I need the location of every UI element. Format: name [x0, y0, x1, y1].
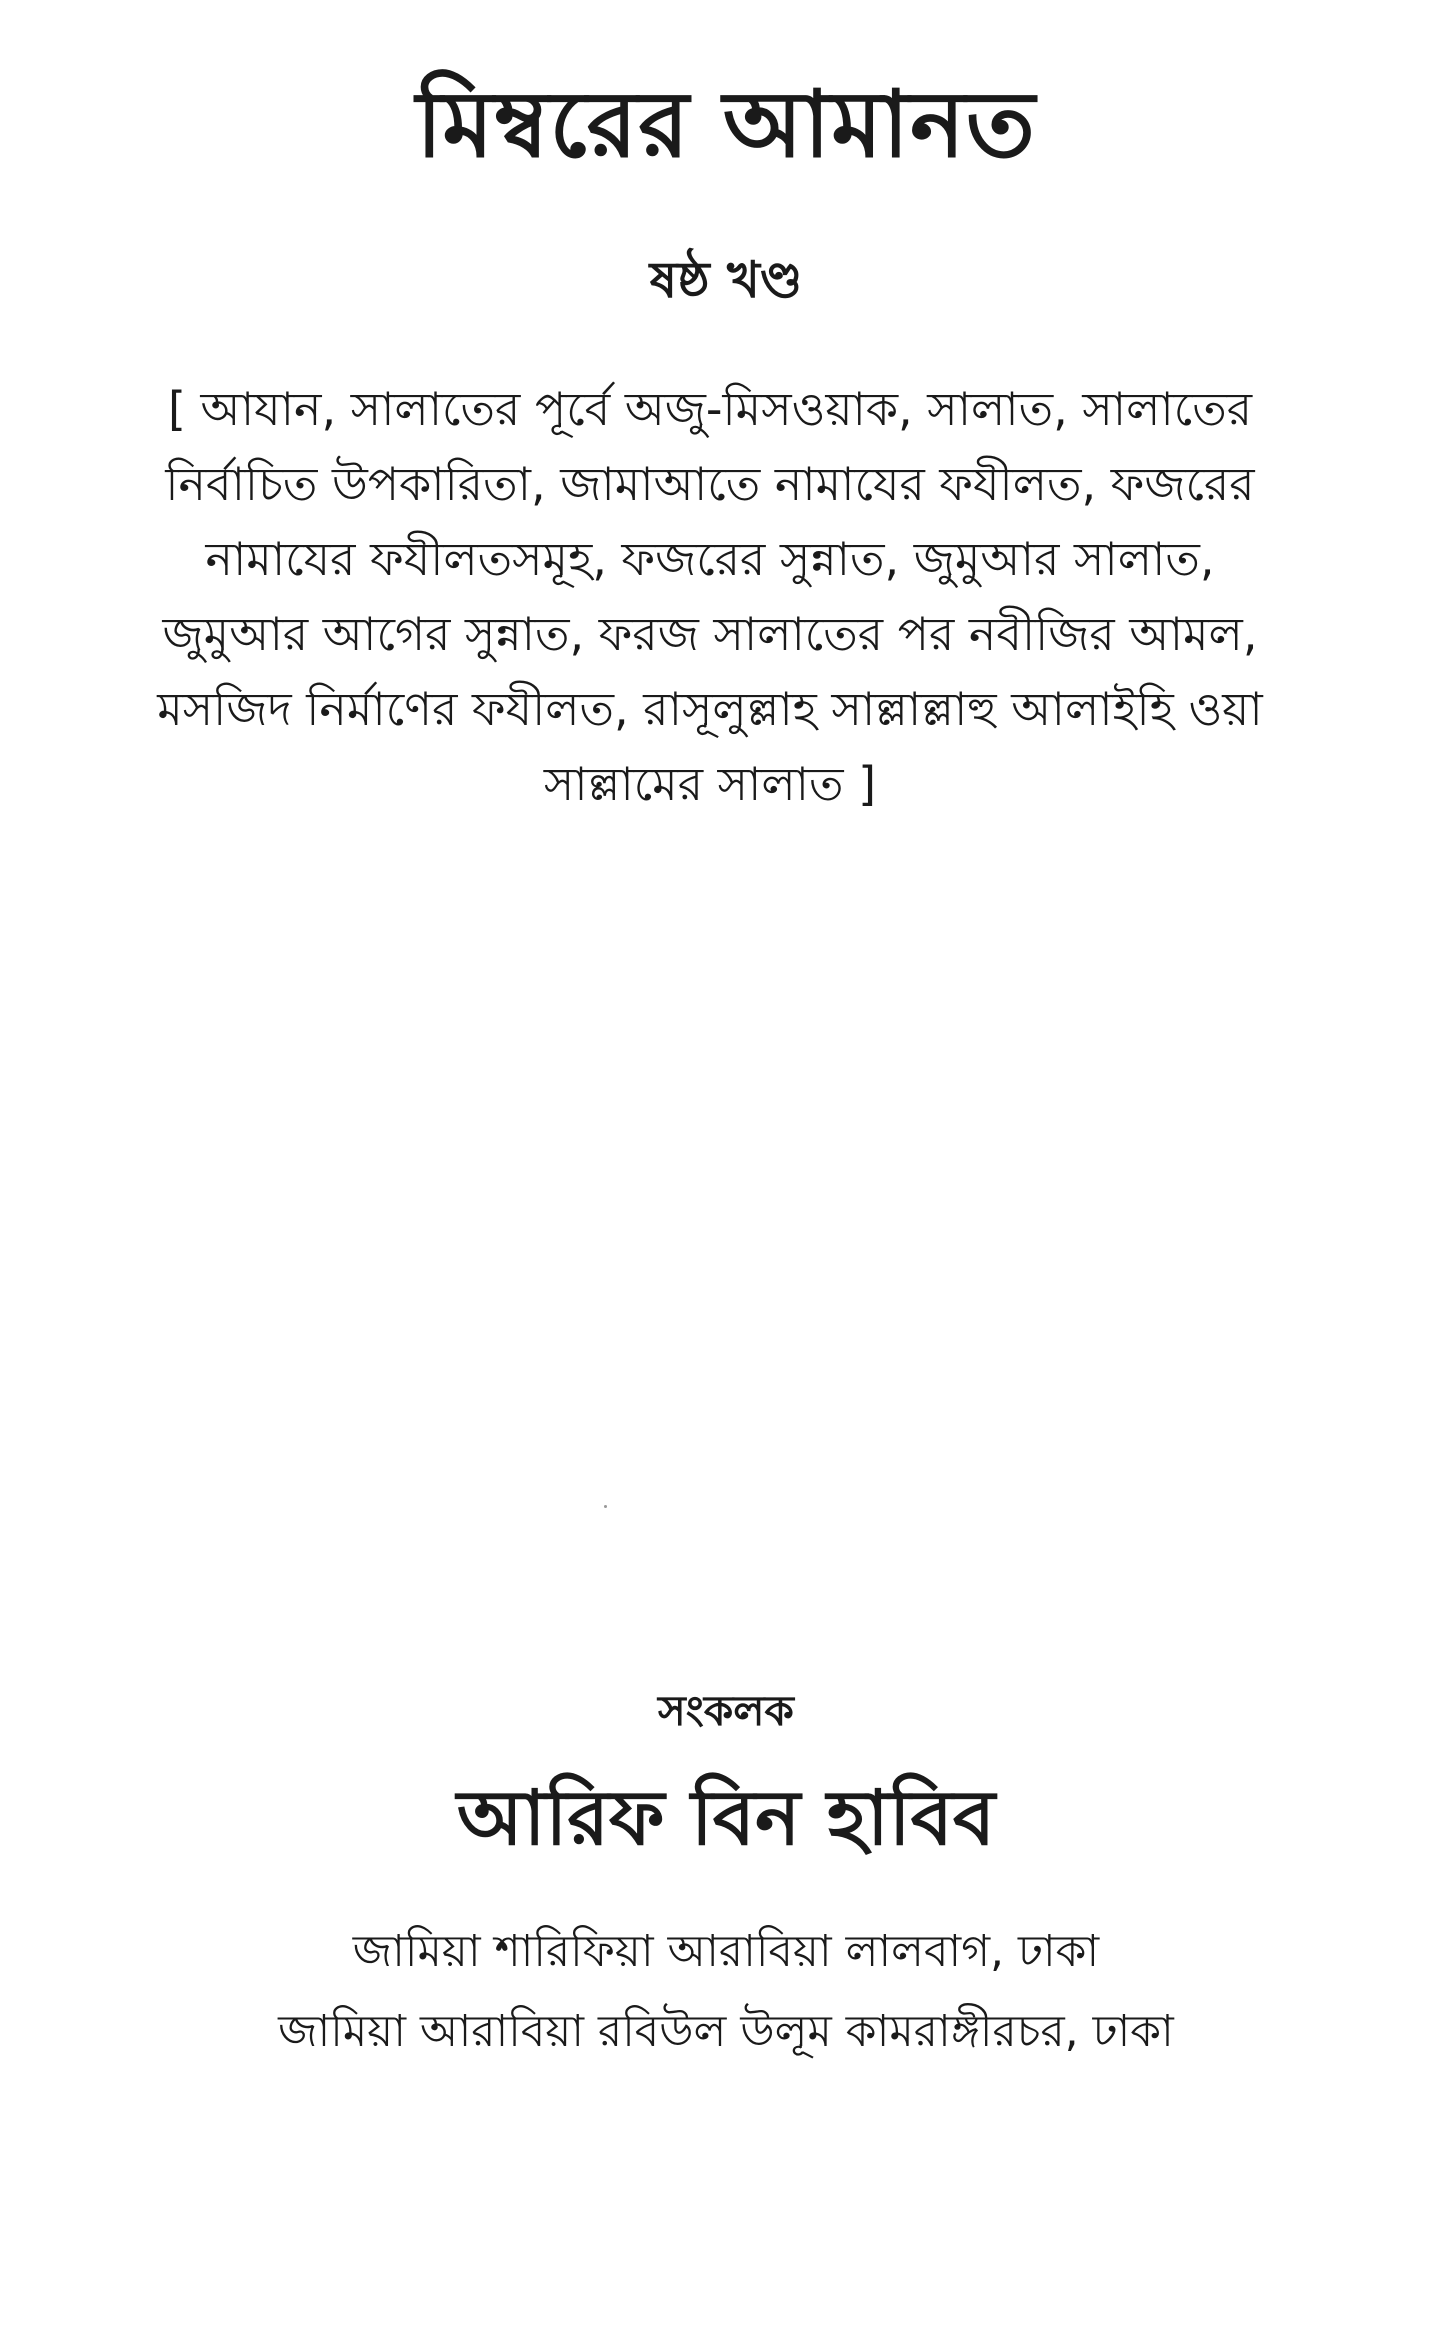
book-title: মিম্বরের আমানত — [416, 71, 1036, 178]
contents-line: জুমুআর আগের সুন্নাত, ফরজ সালাতের পর নবীজির আমল, — [162, 607, 1258, 661]
volume-label: ষষ্ঠ খণ্ড — [649, 251, 803, 309]
contents-line: নামাযের ফযীলতসমূহ, ফজরের সুন্নাত, জুমুআর সালাত, — [205, 532, 1215, 586]
compiler-label: সংকলক — [658, 1686, 794, 1735]
contents-line: মসজিদ নির্মাণের ফযীলত, রাসূলুল্লাহ সাল্লাল্লাহু আলাইহি ওয়া — [157, 682, 1263, 736]
compiler-name: আরিফ বিন হাবিব — [456, 1773, 996, 1862]
contents-line: [ আযান, সালাতের পূর্বে অজু-মিসওয়াক, সালাত, সালাতের — [167, 382, 1253, 436]
affiliation-line: জামিয়া শারিফিয়া আরাবিয়া লালবাগ, ঢাকা — [352, 1926, 1100, 1977]
affiliation-line: জামিয়া আরাবিয়া রবিউল উলূম কামরাঙ্গীরচর, ঢাকা — [278, 2006, 1174, 2057]
contents-line: নির্বাচিত উপকারিতা, জামাআতে নামাযের ফযীলত, ফজরের — [165, 457, 1255, 511]
contents-line: সাল্লামের সালাত ] — [543, 757, 877, 811]
speck-mark — [604, 1505, 607, 1508]
contents-summary — [80, 372, 1340, 822]
